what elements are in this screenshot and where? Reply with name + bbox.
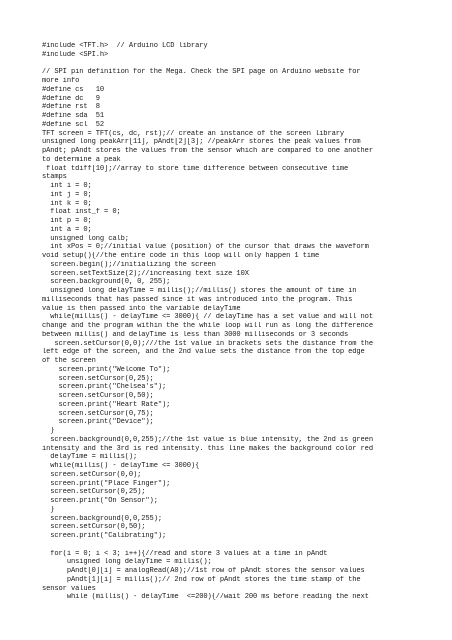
code-line: screen.print("Place Finger"); (42, 479, 171, 488)
code-line: #define rst 8 (42, 103, 100, 112)
code-line: pAndt; pAndt stores the values from the sensor which are compared to one another (42, 147, 373, 155)
code-document (42, 42, 414, 602)
code-line: int p = 0; (42, 217, 92, 225)
code-line: screen.background(0, 0, 255); (42, 278, 171, 287)
code-line: screen.print("Chelsea's"); (42, 383, 167, 392)
code-line: value is then passed into the variable delayTime (42, 304, 241, 313)
code-line: screen.setCursor(0,0);///the 1st value in brackets sets the distance from the (42, 339, 373, 348)
code-line (42, 541, 414, 550)
code-line: more info (42, 77, 80, 85)
code-line (42, 60, 414, 69)
code-line: int a = 0; (42, 225, 92, 234)
code-line: screen.setTextSize(2);//increasing text size 10X (42, 269, 249, 278)
code-line: delayTime = millis(); (42, 453, 138, 462)
code-line: unsigned long peakArr[11], pAndt[2][3]; //peakArr stores the peak values from (42, 138, 361, 147)
code-line: screen.begin();//initializing the screen (42, 260, 216, 269)
code-line: #include <SPI.h> (42, 50, 109, 59)
code-line: screen.setCursor(0,50); (42, 523, 146, 532)
code-line: // SPI pin definition for the Mega. Check the SPI page on Arduino website for (42, 68, 361, 77)
code-line: screen.print("Welcome To"); (42, 365, 171, 374)
code-line: screen.background(0,0,255); (42, 514, 162, 523)
code-line: #define sda 51 (42, 112, 105, 120)
code-line: pAndt[0][i] = analogRead(A0);//1st row of pAndt stores the sensor values (42, 567, 365, 575)
code-line: screen.setCursor(0,75); (42, 409, 154, 418)
code-line: of the screen (42, 357, 96, 365)
code-line: int k = 0; (42, 199, 92, 208)
code-line: float tdiff[10];//array to store time difference between consecutive time (42, 164, 349, 173)
code-line: } (42, 505, 55, 514)
code-line: to determine a peak (42, 155, 121, 164)
code-line: change and the program within the the while loop will run as long the difference (42, 322, 373, 330)
code-line: #define dc 9 (42, 94, 100, 103)
code-line: for(i = 0; i < 3; i++){//read and store 3 values at a time in pAndt (42, 549, 328, 558)
code-line: screen.print("Calibrating"); (42, 532, 167, 540)
code-line: stamps (42, 173, 67, 182)
code-line: sensor values (42, 584, 96, 593)
code-line: while(millis() - delayTime <= 3000){ // delayTime has a set value and will not (42, 313, 373, 322)
code-line: intensity and the 3rd is red intensity. this line makes the background color red (42, 444, 373, 453)
code-line: screen.print("On Sensor"); (42, 497, 158, 505)
code-line: float inst_f = 0; (42, 208, 121, 217)
code-line: } (42, 427, 55, 435)
code-line: unsigned long delayTime = millis(); (42, 558, 212, 567)
code-line: int i = 0; (42, 182, 92, 190)
code-line: screen.setCursor(0,25); (42, 374, 154, 383)
code-line: milliseconds that has passed since it was introduced into the program. This (42, 295, 353, 304)
code-line: screen.print("Device"); (42, 418, 154, 427)
code-line: unsigned long calb; (42, 234, 129, 243)
code-line: pAndt[1][i] = millis();// 2nd row of pAndt stores the time stamp of the (42, 575, 361, 584)
code-line: screen.setCursor(0,25); (42, 488, 146, 497)
code-line: screen.setCursor(0,0); (42, 470, 142, 479)
code-line: left edge of the screen, and the 2nd value sets the distance from the top edge (42, 348, 365, 357)
code-line: #define scl 52 (42, 120, 105, 129)
code-line: screen.print("Heart Rate"); (42, 400, 171, 409)
code-line: int xPos = 0;//initial value (position) of the cursor that draws the waveform (42, 243, 369, 252)
code-line: void setup(){//the entire code in this loop will only happen 1 time (42, 252, 320, 260)
code-line: #define cs 10 (42, 85, 105, 94)
code-line: between millis() and delayTime is less than 3000 milliseconds or 3 seconds (42, 330, 349, 339)
code-line: int j = 0; (42, 190, 92, 199)
code-line: screen.setCursor(0,50); (42, 392, 154, 400)
code-line: unsigned long delayTime = millis();//millis() stores the amount of time in (42, 287, 357, 295)
code-line: TFT screen = TFT(cs, dc, rst);// create an instance of the screen library (42, 129, 344, 138)
code-line: screen.background(0,0,255);//the 1st value is blue intensity, the 2nd is green (42, 435, 373, 444)
code-line: while(millis() - delayTime <= 3000){ (42, 462, 200, 470)
code-line: #include <TFT.h> // Arduino LCD library (42, 42, 208, 50)
code-line: while (millis() - delayTime <=200){//wait 200 ms before reading the next (42, 593, 369, 602)
